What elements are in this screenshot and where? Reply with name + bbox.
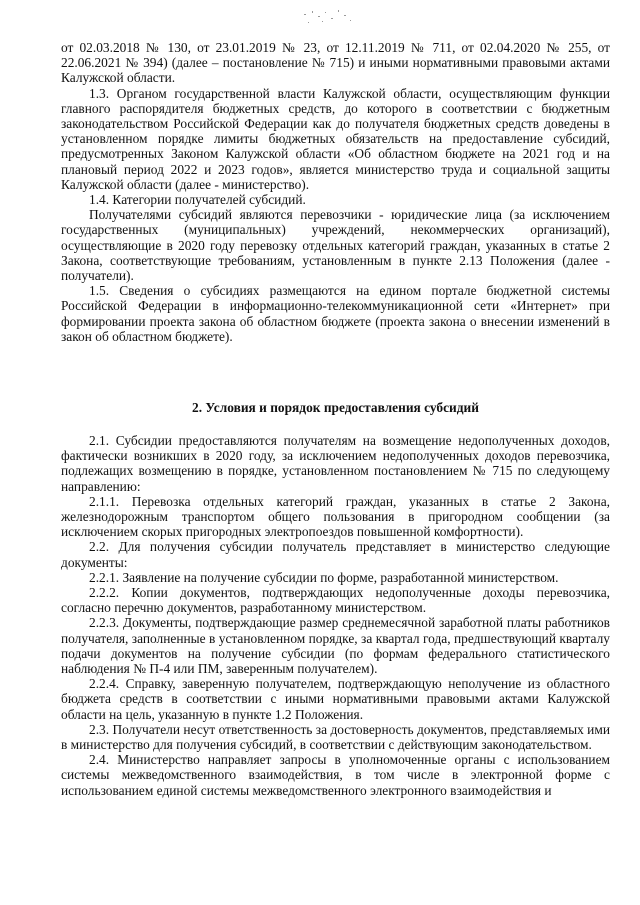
paragraph-1-5: 1.5. Сведения о субсидиях размещаются на едином портале бюджетной системы Российской Федерации в информационно-телекоммуникационной сети «Интернет» при формировании проекта закона об областном бюджете (проекта закона о внесении изменений в закон об областном бюджете). — [61, 283, 610, 344]
paragraph-1-4: 1.4. Категории получателей субсидий. — [89, 192, 306, 208]
section-1-text — [61, 40, 610, 344]
paragraph-1-3: 1.3. Органом государственной власти Калужской области, осуществляющим функции главного распорядителя бюджетных средств, до которого в соответствии с бюджетным законодательством Российской Федерации как до получателя бюджетных средств доведены в установленном порядке лимиты бюджетных обязательств на предоставление субсидий, предусмотренных Законом Калужской области «Об областном бюджете на 2021 год и на плановый период 2022 и 2023 годов», является министерство труда и социальной защиты Калужской области (далее - министерство). — [61, 85, 610, 192]
paragraph-continuation: от 02.03.2018 № 130, от 23.01.2019 № 23, от 12.11.2019 № 711, от 02.04.2020 № 255, от 22.06.2021 № 394) (далее – постановление № 715) и иными нормативными правовыми актами Калужской области. — [61, 40, 610, 86]
paragraph-2-2-2: 2.2.2. Копии документов, подтверждающих недополученные доходы перевозчика, согласно перечню документов, разработанному министерством. — [61, 585, 610, 616]
paragraph-2-4: 2.4. Министерство направляет запросы в уполномоченные органы с использованием системы межведомственного взаимодействия, в том числе в электронной форме с использованием единой системы межведомственного электронного взаимодействия и — [61, 752, 610, 798]
paragraph-1-4-body: Получателями субсидий являются перевозчики - юридические лица (за исключением государственных (муниципальных) учреждений, некоммерческих организаций), осуществляющие в 2020 году перевозку отдельных категорий граждан, указанных в статье 2 Закона, соответствующие требованиям, установленным в пункте 2.13 Положения (далее - получатели). — [61, 207, 610, 284]
section-2-heading: 2. Условия и порядок предоставления субсидий — [192, 400, 479, 415]
section-2-text — [61, 433, 610, 798]
scan-artifact-mark — [300, 6, 360, 28]
paragraph-2-2: 2.2. Для получения субсидии получатель представляет в министерство следующие документы: — [61, 539, 610, 570]
paragraph-2-1-1: 2.1.1. Перевозка отдельных категорий граждан, указанных в статье 2 Закона, железнодорожным транспортом общего пользования в пригородном сообщении (за исключением скорых пригородных электропоездов повышенной комфортности). — [61, 493, 610, 540]
paragraph-2-1: 2.1. Субсидии предоставляются получателям на возмещение недополученных доходов, фактически возникших в 2020 году, за исключением недополученных доходов перевозчика, подлежащих возмещению в порядке, установленном постановлением № 715 по следующему направлению: — [61, 433, 610, 494]
paragraph-2-2-1: 2.2.1. Заявление на получение субсидии по форме, разработанной министерством. — [89, 569, 559, 585]
paragraph-2-2-4: 2.2.4. Справку, заверенную получателем, подтверждающую неполучение из областного бюджета средств в соответствии с иными нормативными правовыми актами Калужской области на цель, указанную в пункте 1.2 Положения. — [61, 676, 610, 722]
paragraph-2-2-3: 2.2.3. Документы, подтверждающие размер среднемесячной заработной платы работников получателя, заполненные в установленном порядке, за квартал года, предшествующий кварталу подачи документов на получение субсидии (по формам федерального статистического наблюдения № П-4 или ПМ, заверенным получателем). — [61, 615, 610, 677]
paragraph-2-3: 2.3. Получатели несут ответственность за достоверность документов, представляемых ими в министерство для получения субсидий, в соответствии с действующим законодательством. — [61, 721, 610, 753]
